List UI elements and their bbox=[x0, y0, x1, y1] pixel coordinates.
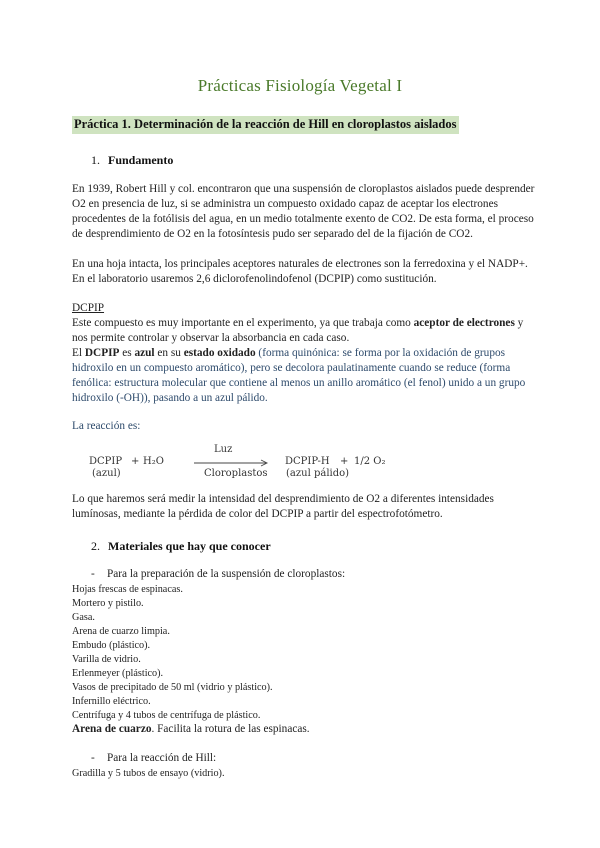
reaction-label: La reacción es: bbox=[72, 420, 141, 432]
reactant-dcpip: DCPIP bbox=[89, 456, 123, 467]
reaction-arrow-icon bbox=[192, 458, 272, 468]
sub1-bullet: - bbox=[91, 568, 95, 580]
oxidized-state-term: estado oxidado bbox=[183, 347, 256, 359]
para2-line: En una hoja intacta, los principales aceptores naturales de electrones son la ferredoxina y el NADP+. bbox=[72, 258, 528, 270]
quartz-term: Arena de cuarzo bbox=[72, 723, 152, 735]
materials-item: Infernillo eléctrico. bbox=[72, 696, 151, 707]
materials-item: Gasa. bbox=[72, 612, 95, 623]
plus-sign: + bbox=[340, 456, 349, 467]
para3-line: Lo que haremos será medir la intensidad del desprendimiento de O2 a diferentes intensidades bbox=[72, 493, 494, 505]
quartz-note-text: . Facilita la rotura de las espinacas. bbox=[151, 723, 310, 735]
arrow-label-chloroplasts: Cloroplastos bbox=[204, 468, 268, 479]
para1-line: de desprendimiento de O2 en la fotosíntesis pudo ser separado del de la fijación de CO2. bbox=[72, 228, 473, 240]
para1-line: procedentes de la fotólisis del agua, en un medio totalmente exento de CO2. De esta forma, el proceso bbox=[72, 213, 534, 225]
dcpip-line-3 bbox=[72, 347, 505, 359]
quartz-note bbox=[72, 723, 310, 735]
electron-acceptor-term: aceptor de electrones bbox=[413, 317, 515, 329]
blue-term: azul bbox=[134, 347, 155, 359]
product-dcpip-h: DCPIP-H bbox=[285, 456, 330, 467]
section-1-number: 1. bbox=[91, 153, 100, 167]
dcpip-line-3-c: es bbox=[119, 347, 135, 359]
materials-item: Mortero y pistilo. bbox=[72, 598, 144, 609]
para3-line: lumínosas, mediante la pérdida de color del DCPIP a partir del espectrofotómetro. bbox=[72, 508, 443, 520]
dcpip-line-5: fenólica: estructura molecular que contiene al menos un anillo aromático (el fenol) unido a un grupo bbox=[72, 377, 526, 389]
materials-item: Embudo (plástico). bbox=[72, 640, 151, 651]
materials-item: Arena de cuarzo limpia. bbox=[72, 626, 170, 637]
materials-item: Hojas frescas de espinacas. bbox=[72, 584, 183, 595]
reactant-dcpip-note: (azul) bbox=[92, 468, 121, 479]
dcpip-line-1 bbox=[72, 317, 523, 329]
dcpip-line-1-pre: Este compuesto es muy importante en el experimento, ya que trabaja como bbox=[72, 317, 414, 329]
plus-sign: + bbox=[131, 456, 140, 467]
materials-item: Erlenmeyer (plástico). bbox=[72, 668, 164, 679]
dcpip-line-1-post: y bbox=[514, 317, 524, 329]
para1-line: En 1939, Robert Hill y col. encontraron que una suspensión de cloroplastos aislados puede desprender bbox=[72, 183, 535, 195]
materials-item: Gradilla y 5 tubos de ensayo (vidrio). bbox=[72, 768, 225, 779]
para1-line: O2 en presencia de luz, si se administra un compuesto oxidado capaz de aceptar los electrones bbox=[72, 198, 498, 210]
dcpip-line-6: hidroxilo (-OH)), pasando a un azul pálido. bbox=[72, 392, 268, 404]
dcpip-line-2: nos permite controlar y observar la absorbancia en cada caso. bbox=[72, 332, 350, 344]
section-2-number: 2. bbox=[91, 539, 100, 553]
arrow-label-light: Luz bbox=[214, 444, 233, 455]
sub1-label: Para la preparación de la suspensión de cloroplastos: bbox=[107, 568, 346, 580]
sub2-bullet: - bbox=[91, 752, 95, 764]
sub2-label: Para la reacción de Hill: bbox=[107, 752, 217, 764]
section-1-heading: Fundamento bbox=[108, 153, 174, 167]
dcpip-term: DCPIP bbox=[84, 347, 120, 359]
product-oxygen: 1/2 O₂ bbox=[354, 456, 386, 467]
dcpip-line-3-e: en su bbox=[154, 347, 184, 359]
materials-item: Varilla de vidrio. bbox=[72, 654, 141, 665]
dcpip-line-4: hidroxilo en un compuesto aromático), pero se decolora paulatinamente cuando se reduce (forma bbox=[72, 362, 511, 374]
reactant-water: H₂O bbox=[143, 456, 164, 467]
page-title: Prácticas Fisiología Vegetal I bbox=[197, 76, 403, 95]
dcpip-subheading: DCPIP bbox=[72, 302, 105, 314]
practice-heading: Práctica 1. Determinación de la reacción de Hill en cloroplastos aislados bbox=[72, 116, 459, 134]
dcpip-line-3-g: (forma quinónica: se forma por la oxidación de grupos bbox=[255, 347, 506, 359]
para2-line: En el laboratorio usaremos 2,6 diclorofenolindofenol (DCPIP) como sustitución. bbox=[72, 273, 437, 285]
section-2-heading: Materiales que hay que conocer bbox=[108, 539, 271, 553]
dcpip-line-3-a: El bbox=[72, 347, 85, 359]
materials-item: Vasos de precipitado de 50 ml (vidrio y plástico). bbox=[72, 682, 273, 693]
product-dcpip-h-note: (azul pálido) bbox=[286, 468, 350, 479]
materials-item: Centrífuga y 4 tubos de centrífuga de plástico. bbox=[72, 710, 261, 721]
